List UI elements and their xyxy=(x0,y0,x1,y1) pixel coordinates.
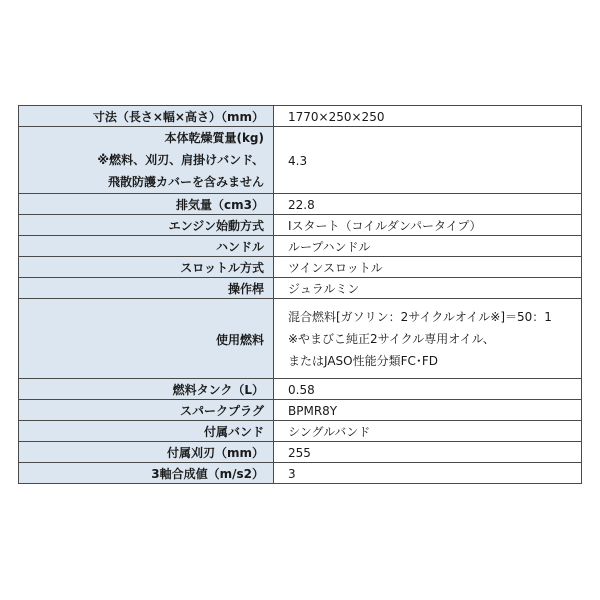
spec-label-cell xyxy=(19,278,274,299)
spec-value-cell xyxy=(274,421,582,442)
spec-value-text: 1770×250×250 xyxy=(288,110,385,124)
spec-value-text: 0.58 xyxy=(288,383,315,397)
spec-label-cell xyxy=(19,442,274,463)
table-row xyxy=(19,421,582,442)
spec-value-cell xyxy=(274,236,582,257)
spec-value-text: ループハンドル xyxy=(288,240,371,254)
spec-value-text: 混合燃料[ガソリン：2サイクルオイル※]＝50：1 xyxy=(288,309,552,324)
table-row xyxy=(19,106,582,127)
spec-value-cell xyxy=(274,215,582,236)
table-row xyxy=(19,379,582,400)
spec-label-cell xyxy=(19,106,274,127)
spec-label-cell xyxy=(19,257,274,278)
spec-label-cell xyxy=(19,299,274,379)
spec-label-text: 付属バンド xyxy=(203,425,264,439)
spec-label-text: 寸法（長さ×幅×高さ）（mm） xyxy=(92,110,264,124)
spec-value-text: 3 xyxy=(288,467,296,481)
spec-label-cell xyxy=(19,463,274,484)
spec-value-text: 22.8 xyxy=(288,198,315,212)
spec-label-cell xyxy=(19,400,274,421)
spec-value-text: Iスタート（コイルダンパータイプ） xyxy=(288,219,482,233)
table-row xyxy=(19,127,582,194)
spec-label-cell xyxy=(19,215,274,236)
table-row xyxy=(19,236,582,257)
spec-label-text: スロットル方式 xyxy=(180,261,264,275)
table-row xyxy=(19,400,582,421)
spec-label-text: 本体乾燥質量(kg) xyxy=(164,131,264,145)
table-row xyxy=(19,257,582,278)
spec-value-cell xyxy=(274,463,582,484)
table-row xyxy=(19,299,582,379)
spec-value-text: BPMR8Y xyxy=(288,404,338,418)
spec-label-text: 燃料タンク（L） xyxy=(172,383,264,397)
spec-value-cell xyxy=(274,400,582,421)
spec-label-text: 使用燃料 xyxy=(215,332,264,347)
spec-label-text: 操作桿 xyxy=(227,282,264,296)
spec-value-cell xyxy=(274,127,582,194)
spec-label-cell xyxy=(19,421,274,442)
spec-label-text: 飛散防護カバーを含みません xyxy=(107,175,264,189)
spec-label-text: ハンドル xyxy=(215,240,264,254)
spec-label-text: 3軸合成値（m/s2） xyxy=(151,467,264,481)
spec-label-text: スパークプラグ xyxy=(179,404,264,418)
spec-label-text: エンジン始動方式 xyxy=(168,219,264,233)
spec-value-text: シングルバンド xyxy=(288,425,371,439)
spec-value-cell xyxy=(274,278,582,299)
table-row xyxy=(19,442,582,463)
spec-value-text: ※やまびこ純正2サイクル専用オイル、 xyxy=(288,331,495,346)
spec-table-body xyxy=(19,106,582,484)
spec-value-text: ツインスロットル xyxy=(288,261,383,275)
spec-value-text: ジュラルミン xyxy=(288,282,360,296)
table-row xyxy=(19,278,582,299)
spec-value-cell xyxy=(274,299,582,379)
spec-value-cell xyxy=(274,379,582,400)
spec-label-cell xyxy=(19,236,274,257)
spec-value-text: 4.3 xyxy=(288,154,308,168)
spec-value-text: 255 xyxy=(288,446,311,460)
spec-value-cell xyxy=(274,194,582,215)
table-row xyxy=(19,215,582,236)
spec-label-cell xyxy=(19,127,274,194)
table-row xyxy=(19,463,582,484)
table-row xyxy=(19,194,582,215)
spec-value-cell xyxy=(274,106,582,127)
spec-label-cell xyxy=(19,379,274,400)
spec-value-cell xyxy=(274,442,582,463)
spec-value-text: またはJASO性能分類FC･FD xyxy=(288,353,439,368)
spec-label-text: 付属刈刃（mm） xyxy=(166,446,264,460)
spec-label-cell xyxy=(19,194,274,215)
spec-table xyxy=(18,105,582,484)
spec-value-cell xyxy=(274,257,582,278)
spec-label-text: 排気量（cm3） xyxy=(176,198,264,212)
spec-label-text: ※燃料、刈刃、肩掛けバンド、 xyxy=(97,153,264,167)
